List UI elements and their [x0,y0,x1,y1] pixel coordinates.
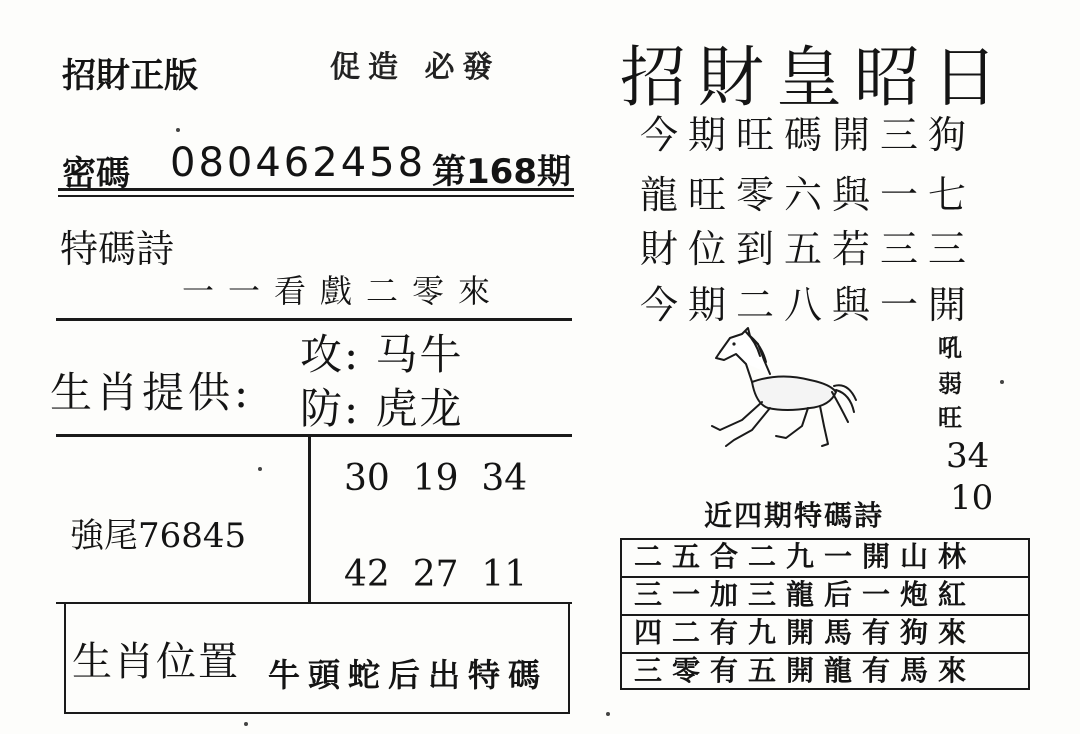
side-char-2: 弱 [938,370,962,398]
side-char-1: 吼 [938,334,962,362]
tail-numbers-row1: 30 19 34 [344,458,528,499]
password-underline-2 [58,195,574,197]
scan-speck [606,712,610,716]
left-title [62,48,198,97]
recent-row-2: 三一加三龍后一炮紅 [622,578,1028,616]
zodiac-attack: 攻: 马牛 [300,330,464,379]
password-value: 080462458 [170,140,427,186]
right-line-3: 財位到五若三三 [640,227,977,271]
recent-row-1: 二五合二九一開山林 [622,540,1028,578]
divider-poem [56,318,572,321]
position-text: 牛頭蛇后出特碼 [268,656,549,694]
right-line-4: 今期二八與一開 [640,283,977,327]
recent-title: 近四期特碼詩 [704,499,885,532]
left-title-suffix: 促造 必發 [330,50,501,85]
right-title: 招財皇昭日 [620,39,1010,116]
scan-speck [258,467,262,471]
tail-label: 強尾76845 [70,516,247,556]
poem-label: 特碼詩 [60,227,175,271]
scan-speck [1000,380,1004,384]
side-number-1: 34 [946,436,990,476]
right-line-2: 龍旺零六與一七 [640,173,977,217]
poem-text: 一一看戲二零來 [182,272,505,310]
side-char-3: 旺 [938,404,962,432]
password-label: 密碼 [62,154,130,194]
side-number-2: 10 [950,478,994,518]
recent-row-3: 四二有九開馬有狗來 [622,616,1028,654]
galloping-horse-icon [690,322,860,450]
tail-numbers-row2: 42 27 11 [344,554,528,595]
recent-table [620,538,1030,690]
scan-speck [176,128,180,132]
scan-speck [244,722,248,726]
zodiac-label: 生肖提供: [50,368,253,417]
right-line-1: 今期旺碼開三狗 [640,113,977,157]
left-title-text: 招財正版 [62,56,198,96]
issue-number: 第168期 [432,152,571,192]
zodiac-defend: 防: 虎龙 [300,384,464,433]
recent-row-4: 三零有五開龍有馬來 [634,654,977,687]
divider-zodiac [56,434,572,437]
position-label: 生肖位置 [72,639,240,685]
divider-vertical [308,436,311,604]
